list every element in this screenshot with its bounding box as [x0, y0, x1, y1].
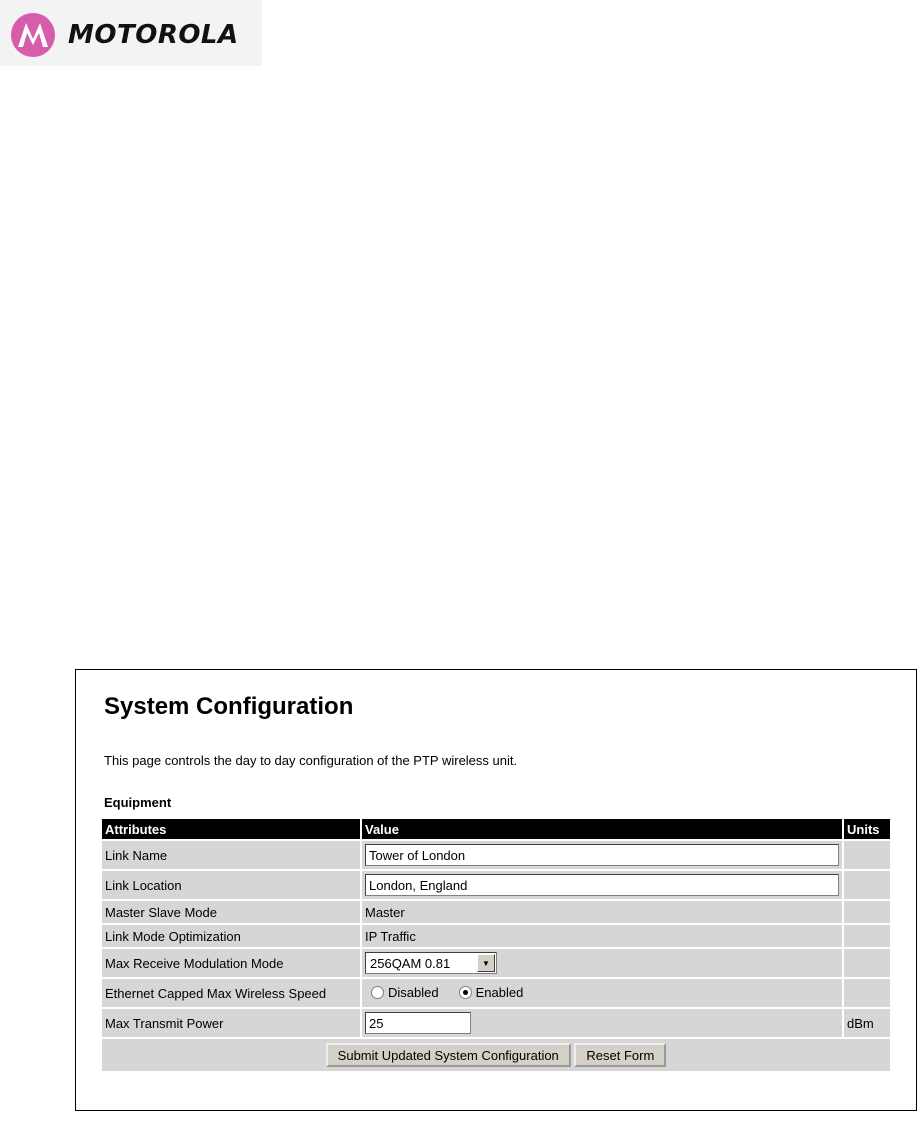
units-cell — [844, 925, 890, 947]
header-units: Units — [844, 819, 890, 839]
units-cell — [844, 949, 890, 977]
link-location-input[interactable] — [365, 874, 839, 896]
table-row — [102, 925, 890, 947]
units-cell — [844, 901, 890, 923]
button-cell — [102, 1039, 890, 1071]
attr-link-mode-optimization: Link Mode Optimization — [102, 925, 360, 947]
radio-enabled[interactable] — [459, 986, 472, 999]
master-slave-mode-value: Master — [362, 901, 842, 923]
max-receive-modulation-select[interactable] — [365, 952, 497, 974]
attr-ethernet-capped: Ethernet Capped Max Wireless Speed — [102, 979, 360, 1007]
radio-disabled-label[interactable]: Disabled — [388, 984, 439, 1000]
max-transmit-power-units: dBm — [844, 1009, 890, 1037]
reset-form-button[interactable]: Reset Form — [574, 1043, 666, 1067]
max-transmit-power-input[interactable] — [365, 1012, 471, 1034]
link-name-input[interactable] — [365, 844, 839, 866]
table-row — [102, 841, 890, 869]
select-value: 256QAM 0.81 — [370, 955, 451, 971]
attr-master-slave-mode: Master Slave Mode — [102, 901, 360, 923]
units-cell — [844, 841, 890, 869]
table-row — [102, 871, 890, 899]
radio-disabled[interactable] — [371, 986, 384, 999]
table-row — [102, 901, 890, 923]
equipment-table — [100, 817, 892, 1073]
value-cell — [362, 871, 842, 899]
brand-name: MOTOROLA — [68, 20, 239, 50]
button-row — [102, 1039, 890, 1071]
value-cell — [362, 1009, 842, 1037]
header-value: Value — [362, 819, 842, 839]
value-cell — [362, 841, 842, 869]
value-cell — [362, 979, 842, 1007]
table-header-row — [102, 819, 890, 839]
table-row — [102, 949, 890, 977]
section-heading-equipment: Equipment — [104, 795, 172, 810]
motorola-logo — [0, 0, 262, 66]
radio-enabled-label[interactable]: Enabled — [475, 984, 524, 1000]
page-title: System Configuration — [104, 693, 354, 720]
attr-link-location: Link Location — [102, 871, 360, 899]
header-attributes: Attributes — [102, 819, 360, 839]
page-description: This page controls the day to day configuration of the PTP wireless unit. — [104, 753, 518, 768]
system-configuration-panel — [75, 669, 917, 1111]
link-mode-optimization-value: IP Traffic — [362, 925, 842, 947]
attr-max-transmit-power: Max Transmit Power — [102, 1009, 360, 1037]
table-row — [102, 1009, 890, 1037]
value-cell — [362, 949, 842, 977]
attr-link-name: Link Name — [102, 841, 360, 869]
units-cell — [844, 871, 890, 899]
ethernet-capped-radio-group — [365, 985, 533, 1000]
attr-max-receive-modulation: Max Receive Modulation Mode — [102, 949, 360, 977]
units-cell — [844, 979, 890, 1007]
dropdown-arrow-icon[interactable]: ▼ — [477, 954, 495, 972]
submit-configuration-button[interactable]: Submit Updated System Configuration — [326, 1043, 571, 1067]
motorola-batwing-icon — [10, 12, 56, 58]
table-row — [102, 979, 890, 1007]
